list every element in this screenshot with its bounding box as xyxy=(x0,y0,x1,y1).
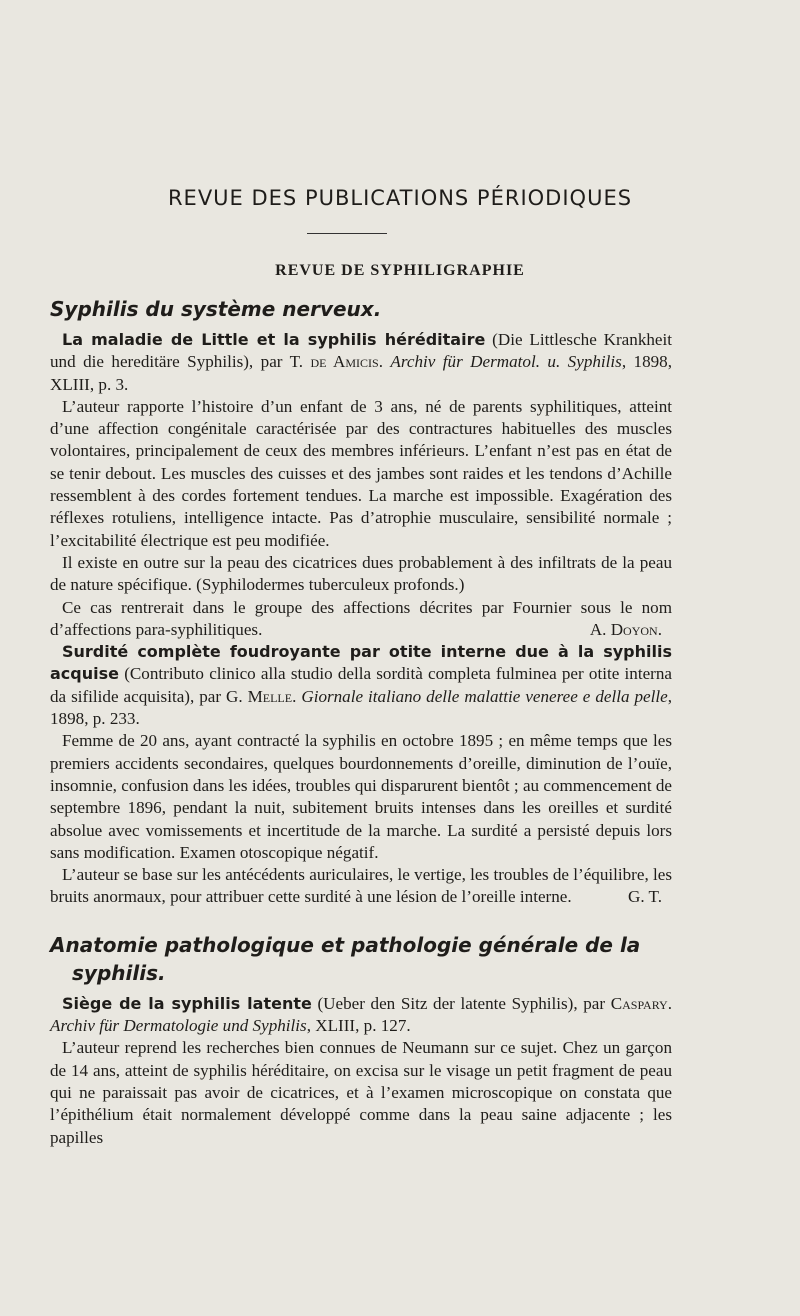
title-divider xyxy=(307,233,387,234)
article-surdite-heading: Surdité complète foudroyante par otite interne due à la syphilis acquise (Contributo clinico alla studio della sordità completa fulminea per otite interna da sifilide acquisita), par G. Melle. Giornale italiano delle malattie veneree e della pelle, 1898, p. 233. xyxy=(50,642,672,729)
paragraph: Femme de 20 ans, ayant contracté la syphilis en octobre 1895 ; en même temps que les premiers accidents secondaires, quelques bourdonnements d’oreille, diminution de l’ouïe, insomnie, confusion dans les idées, troubles qui disparurent bientôt ; au commencement de septembre 1896, pendant la nuit, subitement bruits intenses dans les oreilles et surdité absolue avec vomissements et incertitude de la marche. La surdité a persisté depuis lors sans modification. Examen otoscopique négatif. xyxy=(50,731,672,862)
signature: A. Doyon. xyxy=(589,619,662,639)
article-title: La maladie de Little et la syphilis héréditaire xyxy=(62,330,486,349)
article-author: Caspary xyxy=(610,993,668,1013)
journal-name: Archiv für Dermatol. u. Syphilis xyxy=(390,352,622,372)
paragraph: L’auteur rapporte l’histoire d’un enfant de 3 ans, né de parents syphilitiques, atteint d’une affection congénitale caractérisée par des contractures habituelles des muscles volontaires, principalement de ceux des membres inférieurs. L’enfant n’est pas en état de se tenir debout. Les muscles des cuisses et des jambes sont raides et les tendons d’Achille ressemblent à des cordes fortement tendues. La marche est impossible. Exagération des réflexes rotuliens, intelligence intacte. Pas d’atrophie musculaire, sensibilité normale ; l’excitabilité électrique est peu modifiée. xyxy=(50,396,672,550)
journal-name: Giornale italiano delle malattie veneree e della pelle xyxy=(301,686,668,706)
article-author: de Amicis xyxy=(310,352,379,372)
paragraph: L’auteur reprend les recherches bien connues de Neumann sur ce sujet. Chez un garçon de 14 ans, atteint de syphilis héréditaire, on excisa sur le visage un petit fragment de peau qui ne paraissait pas avoir de cicatrices, et à l’examen microscopique on constata que l’épithélium était normalement développé comme dans la peau saine adjacente ; les papilles xyxy=(50,1038,672,1147)
paragraph: L’auteur se base sur les antécédents auriculaires, le vertige, les troubles de l’équilibre, les bruits anormaux, pour attribuer cette surdité à une lésion de l’oreille interne. G. T. xyxy=(50,864,672,909)
article-siege-heading: Siège de la syphilis latente (Ueber den Sitz der latente Syphilis), par Caspary. Archiv für Dermatologie und Syphilis, XLIII, p. 127. xyxy=(50,993,672,1036)
article-title: Siège de la syphilis latente xyxy=(62,993,312,1013)
journal-name: Archiv für Dermatologie und Syphilis xyxy=(50,1016,307,1036)
page-title: REVUE DES PUBLICATIONS PÉRIODIQUES xyxy=(167,186,633,210)
subsection-heading-nervous-system: Syphilis du système nerveux. xyxy=(50,297,382,321)
body-text xyxy=(50,295,672,1149)
signature: G. T. xyxy=(627,887,662,907)
paragraph: Ce cas rentrerait dans le groupe des affections décrites par Fournier sous le nom d’affections para-syphilitiques. A. Doyon. xyxy=(50,597,672,642)
article-little-heading: La maladie de Little et la syphilis héréditaire (Die Littlesche Krankheit und die hereditäre Syphilis), par T. de Amicis. Archiv für Dermatol. u. Syphilis, 1898, XLIII, p. 3. xyxy=(50,330,672,394)
article-author: Melle xyxy=(247,686,293,706)
paragraph: Il existe en outre sur la peau des cicatrices dues probablement à des infiltrats de la peau de nature spécifique. (Syphilodermes tuberculeux profonds.) xyxy=(50,552,672,595)
section-title: REVUE DE SYPHILIGRAPHIE xyxy=(275,262,525,279)
subsection-heading-pathology: Anatomie pathologique et pathologie générale de la syphilis. xyxy=(50,932,641,985)
article-title: Surdité complète foudroyante par otite interne due à la syphilis acquise xyxy=(50,642,672,684)
